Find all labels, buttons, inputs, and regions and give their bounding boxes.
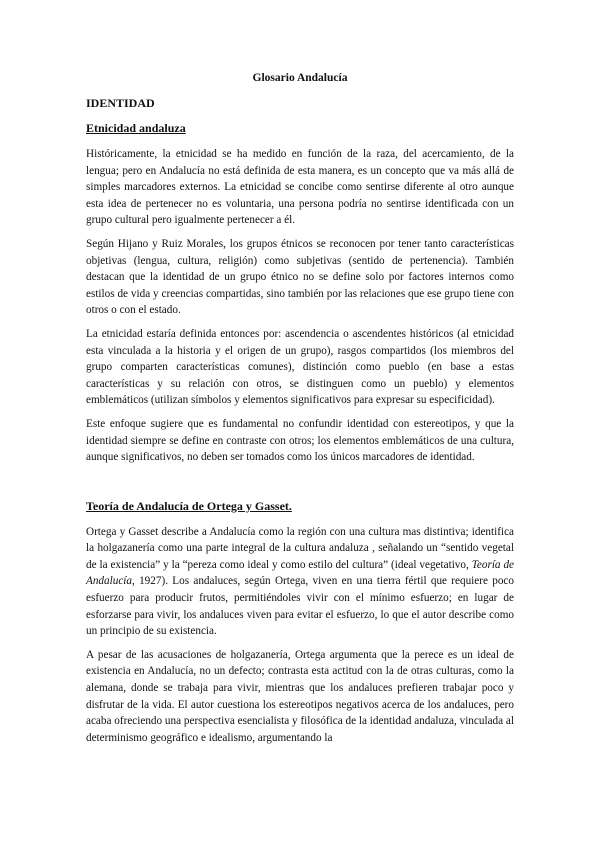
paragraph-ortega-1-text-b: , 1927). Los andaluces, según Ortega, viven en una tierra fértil que requiere poco esfuerzo para producir frutos, permitiéndoles vivir con el mínimo esfuerzo; en lugar de esforzarse para vivir, los andaluces viven para evitar el esfuerzo, lo que el autor describe como un principio de su existencia. — [86, 575, 514, 638]
document-title: Glosario Andalucía — [252, 72, 348, 84]
section-spacer — [86, 473, 514, 489]
subheading-ortega-gasset: Teoría de Andalucía de Ortega y Gasset. — [86, 498, 292, 513]
document-page — [86, 72, 514, 753]
section-heading-identidad: IDENTIDAD — [86, 96, 155, 110]
paragraph-etnicidad-2: Según Hijano y Ruiz Morales, los grupos étnicos se reconocen por tener tanto características objetivas (lengua, cultura, religión) como subjetivas (sentido de pertenencia). También destacan que la identidad de un grupo étnico no se define solo por factores internos como estilos de vida y creencias compartidas, sino también por las relaciones que ese grupo tiene con otros o con el estado. — [86, 237, 514, 317]
paragraph-etnicidad-3: La etnicidad estaría definida entonces por: ascendencia o ascendentes históricos (al etnicidad esta vinculada a la historia y el origen de un grupo), rasgos compartidos (los miembros del grupo comparten características comunes), distinción como pueblo (en base a estas características y su relación con otros, se distinguen como un pueblo) y elementos emblemáticos (utilizan símbolos y elementos significativos para expresar su especificidad). — [86, 327, 514, 407]
subheading-etnicidad: Etnicidad andaluza — [86, 121, 186, 135]
paragraph-ortega-1-text-a: Ortega y Gasset describe a Andalucía como la región con una cultura mas distintiva; identifica la holgazanería como una parte integral de la cultura andaluza , señalando un “sentido vegetal de la existencia” y la “pereza como ideal y como estilo del cultura” (ideal vegetativo, — [86, 525, 514, 571]
book-title-italic: Teoría de Andalucía — [86, 558, 515, 588]
paragraph-ortega-2: A pesar de las acusaciones de holgazanería, Ortega argumenta que la perece es un ideal de existencia en Andalucía, no un defecto; contrasta esta actitud con la de otras culturas, como la alemana, donde se trabaja para vivir, mientras que los andaluces prefieren trabajar poco y disfrutar de la vida. El autor cuestiona los estereotipos negativos acerca de los andaluces, pero acaba ofreciendo una perspectiva esencialista y filosófica de la identidad andaluza, vinculada al determinismo geográfico e idealismo, argumentando la — [86, 648, 514, 744]
paragraph-etnicidad-1: Históricamente, la etnicidad se ha medido en función de la raza, del acercamiento, de la lengua; pero en Andalucía no está definida de esta manera, es un concepto que va más allá de simples marcadores externos. La etnicidad se concibe como sentirse diferente al otro aunque esta idea de pertenecer no es voluntaria, una persona podría no sentirse identificada con un grupo cultural pero igualmente pertenecer a él. — [86, 148, 514, 227]
paragraph-ortega-1 — [86, 524, 514, 640]
paragraph-etnicidad-4: Este enfoque sugiere que es fundamental no confundir identidad con estereotipos, y que la identidad siempre se define en contraste con otros; los elementos emblemáticos de una cultura, aunque significativos, no deben ser tomados como los únicos marcadores de identidad. — [86, 417, 514, 464]
